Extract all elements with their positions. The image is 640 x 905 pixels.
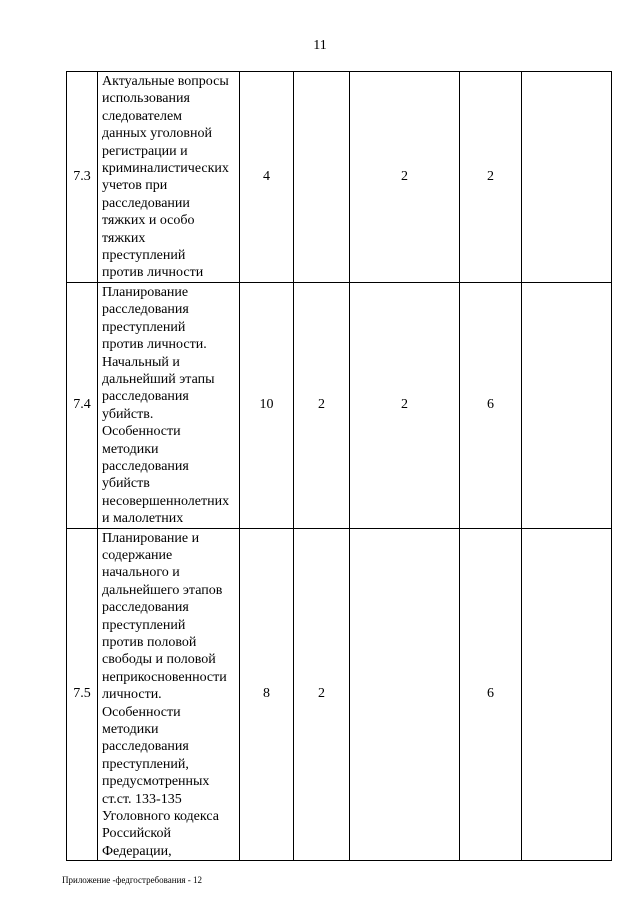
- hours-self-study-cell: 2: [460, 72, 522, 283]
- topic-cell: Планирование расследования преступлений против личности. Начальный и дальнейший этапы расследования убийств. Особенности методики расследования убийств несовершеннолетних и малолетних: [98, 282, 240, 528]
- hours-self-study-cell: 6: [460, 528, 522, 861]
- topic-cell: Актуальные вопросы использования следователем данных уголовной регистрации и криминалистических учетов при расследовании тяжких и особо тяжких преступлений против личности: [98, 72, 240, 283]
- page-number: 11: [313, 38, 327, 53]
- row-number-cell: 7.3: [67, 72, 98, 283]
- row-number-cell: 7.4: [67, 282, 98, 528]
- table-row: [67, 72, 612, 283]
- table-row: [67, 282, 612, 528]
- hours-seminar-cell: [350, 528, 460, 861]
- topic-cell: Планирование и содержание начального и дальнейшего этапов расследования преступлений против половой свободы и половой неприкосновенности личности. Особенности методики расследования преступлений, предусмотренных ст.ст. 133-135 Уголовного кодекса Российской Федерации,: [98, 528, 240, 861]
- table-row: [67, 528, 612, 861]
- hours-self-study-cell: 6: [460, 282, 522, 528]
- notes-cell: [522, 72, 612, 283]
- row-number-cell: 7.5: [67, 528, 98, 861]
- hours-lecture-cell: 2: [294, 528, 350, 861]
- hours-seminar-cell: 2: [350, 282, 460, 528]
- footer-note: Приложение -федгострeбования - 12: [62, 875, 203, 885]
- hours-lecture-cell: [294, 72, 350, 283]
- hours-lecture-cell: 2: [294, 282, 350, 528]
- hours-seminar-cell: 2: [350, 72, 460, 283]
- hours-total-cell: 4: [240, 72, 294, 283]
- hours-total-cell: 8: [240, 528, 294, 861]
- hours-total-cell: 10: [240, 282, 294, 528]
- curriculum-table: [66, 71, 612, 861]
- notes-cell: [522, 282, 612, 528]
- notes-cell: [522, 528, 612, 861]
